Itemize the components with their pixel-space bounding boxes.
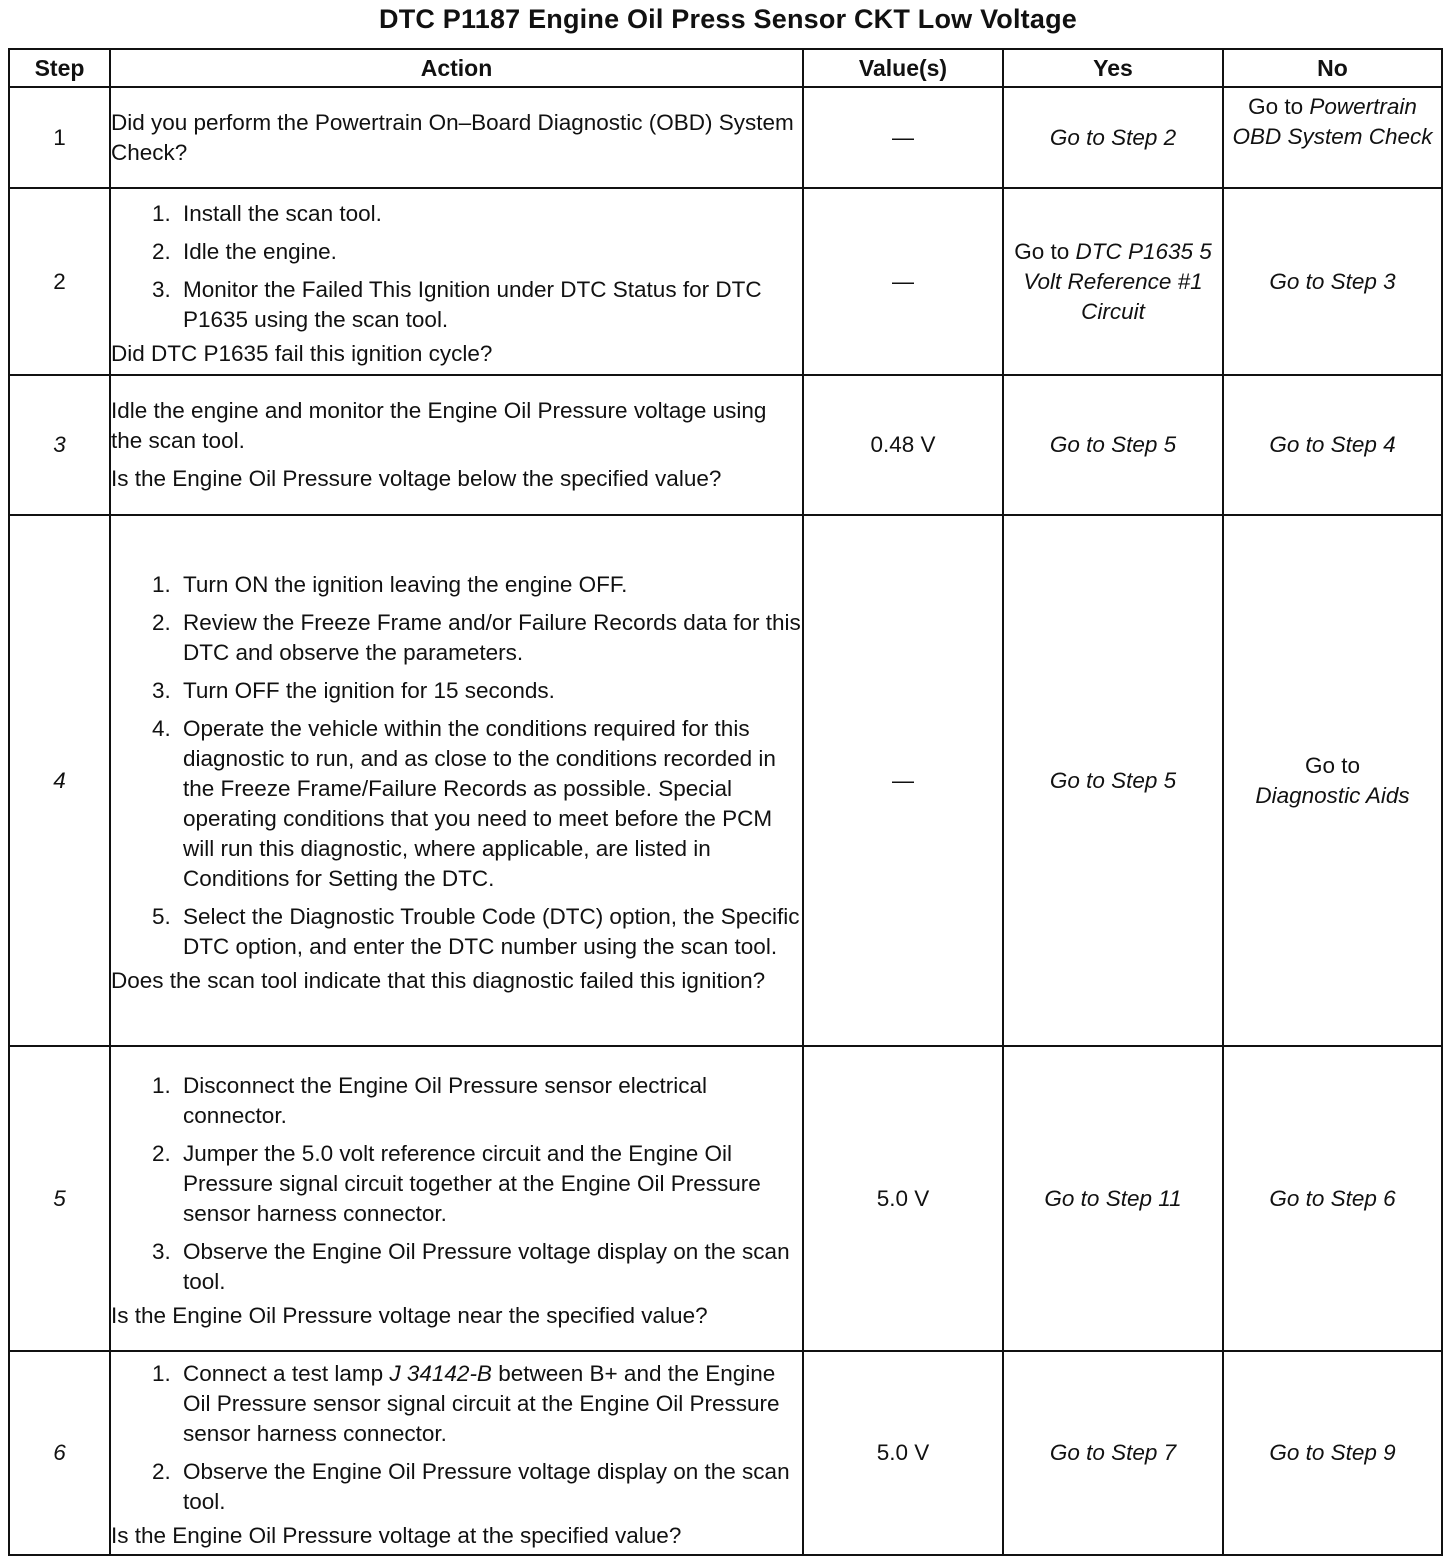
- action-step-item: 2. Jumper the 5.0 volt reference circuit and the Engine Oil Pressure signal circuit together at the Engine Oil Pressure sensor harness connector.: [177, 1139, 802, 1229]
- header-step: Step: [9, 49, 110, 87]
- value-text: 5.0 V: [876, 1185, 930, 1211]
- step-number: 2: [9, 188, 110, 375]
- yes-cell: [1003, 87, 1223, 188]
- no-link[interactable]: Go to Step 6: [1269, 1185, 1396, 1211]
- yes-cell: [1003, 375, 1223, 515]
- value-text: —: [892, 767, 914, 793]
- value-text: —: [892, 268, 914, 294]
- action-question: Is the Engine Oil Pressure voltage at the specified value?: [111, 1523, 682, 1548]
- action-cell: [110, 188, 803, 375]
- table-row-step-5: [9, 1046, 1442, 1351]
- no-cell: [1223, 1351, 1442, 1555]
- no-cell: [1223, 375, 1442, 515]
- yes-link[interactable]: Go to Step 2: [1049, 124, 1177, 150]
- yes-cell: [1003, 1046, 1223, 1351]
- value-cell: [803, 188, 1003, 375]
- action-step-item: 4. Operate the vehicle within the conditions required for this diagnostic to run, and as close to the conditions recorded in the Freeze Frame/Failure Records as possible. Special operating conditions that you need to meet before the PCM will run this diagnostic, where applicable, are listed in Conditions for Setting the DTC.: [177, 714, 802, 894]
- value-text: 5.0 V: [876, 1440, 930, 1465]
- action-intro: Idle the engine and monitor the Engine Oil Pressure voltage using the scan tool.: [111, 398, 767, 453]
- no-cell: [1223, 188, 1442, 375]
- action-step-item: 3. Turn OFF the ignition for 15 seconds.: [177, 676, 802, 706]
- yes-cell: [1003, 515, 1223, 1046]
- table-row-step-6: [9, 1351, 1442, 1555]
- action-steps: [111, 570, 802, 962]
- yes-prefix: Go to: [1014, 238, 1070, 264]
- tool-number: J 34142-B: [389, 1361, 492, 1386]
- value-cell: [803, 87, 1003, 188]
- no-cell: [1223, 87, 1442, 188]
- no-link[interactable]: Diagnostic Aids: [1255, 782, 1410, 808]
- value-cell: [803, 1046, 1003, 1351]
- action-step-item: 2. Review the Freeze Frame and/or Failure Records data for this DTC and observe the parameters.: [177, 608, 802, 668]
- table-row-step-1: [9, 87, 1442, 188]
- action-question: Is the Engine Oil Pressure voltage below the specified value?: [111, 466, 722, 491]
- action-step-item: 2. Observe the Engine Oil Pressure voltage display on the scan tool.: [177, 1457, 802, 1517]
- action-question: Is the Engine Oil Pressure voltage near the specified value?: [111, 1302, 708, 1328]
- no-link[interactable]: Powertrain OBD System Check: [1232, 94, 1433, 149]
- yes-link[interactable]: Go to Step 7: [1049, 1440, 1177, 1465]
- action-steps: [111, 199, 802, 335]
- step-number: 6: [9, 1351, 110, 1555]
- action-steps: [111, 1359, 802, 1517]
- header-action: Action: [110, 49, 803, 87]
- no-cell: [1223, 515, 1442, 1046]
- yes-link[interactable]: Go to Step 11: [1044, 1185, 1182, 1211]
- table-row-step-3: [9, 375, 1442, 515]
- header-yes: Yes: [1003, 49, 1223, 87]
- action-step-item: 3. Monitor the Failed This Ignition under DTC Status for DTC P1635 using the scan tool.: [177, 275, 802, 335]
- yes-link[interactable]: Go to Step 5: [1049, 767, 1177, 793]
- action-question: Does the scan tool indicate that this diagnostic failed this ignition?: [111, 967, 766, 993]
- action-step-item: 5. Select the Diagnostic Trouble Code (DTC) option, the Specific DTC option, and enter the DTC number using the scan tool.: [177, 902, 802, 962]
- step-number: 5: [9, 1046, 110, 1351]
- yes-link[interactable]: Go to Step 5: [1049, 432, 1177, 457]
- table-row-step-2: [9, 188, 1442, 375]
- no-cell: [1223, 1046, 1442, 1351]
- table-header-row: [9, 49, 1442, 87]
- step6-text-a: Connect a test lamp: [183, 1361, 384, 1386]
- no-prefix: Go to: [1304, 752, 1361, 778]
- action-cell: [110, 1046, 803, 1351]
- page-title: DTC P1187 Engine Oil Press Sensor CKT Low Voltage: [379, 4, 1077, 34]
- value-cell: [803, 375, 1003, 515]
- step-number: 3: [9, 375, 110, 515]
- action-step-item: 1. Turn ON the ignition leaving the engine OFF.: [177, 570, 802, 600]
- yes-cell: [1003, 188, 1223, 375]
- yes-link[interactable]: DTC P1635 5 Volt Reference #1 Circuit: [1023, 238, 1212, 324]
- no-link[interactable]: Go to Step 9: [1269, 1440, 1396, 1465]
- step-number: 1: [9, 87, 110, 188]
- header-no: No: [1223, 49, 1442, 87]
- no-link[interactable]: Go to Step 3: [1269, 268, 1396, 294]
- action-step-item: 3. Observe the Engine Oil Pressure voltage display on the scan tool.: [177, 1237, 802, 1297]
- no-link[interactable]: Go to Step 4: [1269, 432, 1396, 457]
- action-cell: [110, 87, 803, 188]
- action-step-item: 1. Install the scan tool.: [177, 199, 802, 229]
- yes-cell: [1003, 1351, 1223, 1555]
- header-values: Value(s): [803, 49, 1003, 87]
- action-cell: [110, 1351, 803, 1555]
- action-step-item: [177, 1359, 802, 1449]
- step6-text-b: between B+ and the Engine Oil Pressure sensor signal circuit at the Engine Oil Pressure sensor harness connector.: [183, 1361, 780, 1446]
- action-step-item: 1. Disconnect the Engine Oil Pressure sensor electrical connector.: [177, 1071, 802, 1131]
- action-cell: [110, 515, 803, 1046]
- no-prefix: Go to: [1248, 94, 1304, 119]
- action-cell: [110, 375, 803, 515]
- diagnostic-table: [8, 48, 1443, 1556]
- value-cell: [803, 515, 1003, 1046]
- action-steps: [111, 1071, 802, 1297]
- action-step-item: 2. Idle the engine.: [177, 237, 802, 267]
- value-cell: [803, 1351, 1003, 1555]
- value-text: 0.48 V: [870, 432, 936, 457]
- step-number: 4: [9, 515, 110, 1046]
- table-row-step-4: [9, 515, 1442, 1046]
- action-question: Did DTC P1635 fail this ignition cycle?: [111, 340, 493, 366]
- value-text: —: [892, 124, 914, 150]
- action-question: Did you perform the Powertrain On–Board Diagnostic (OBD) System Check?: [111, 109, 794, 165]
